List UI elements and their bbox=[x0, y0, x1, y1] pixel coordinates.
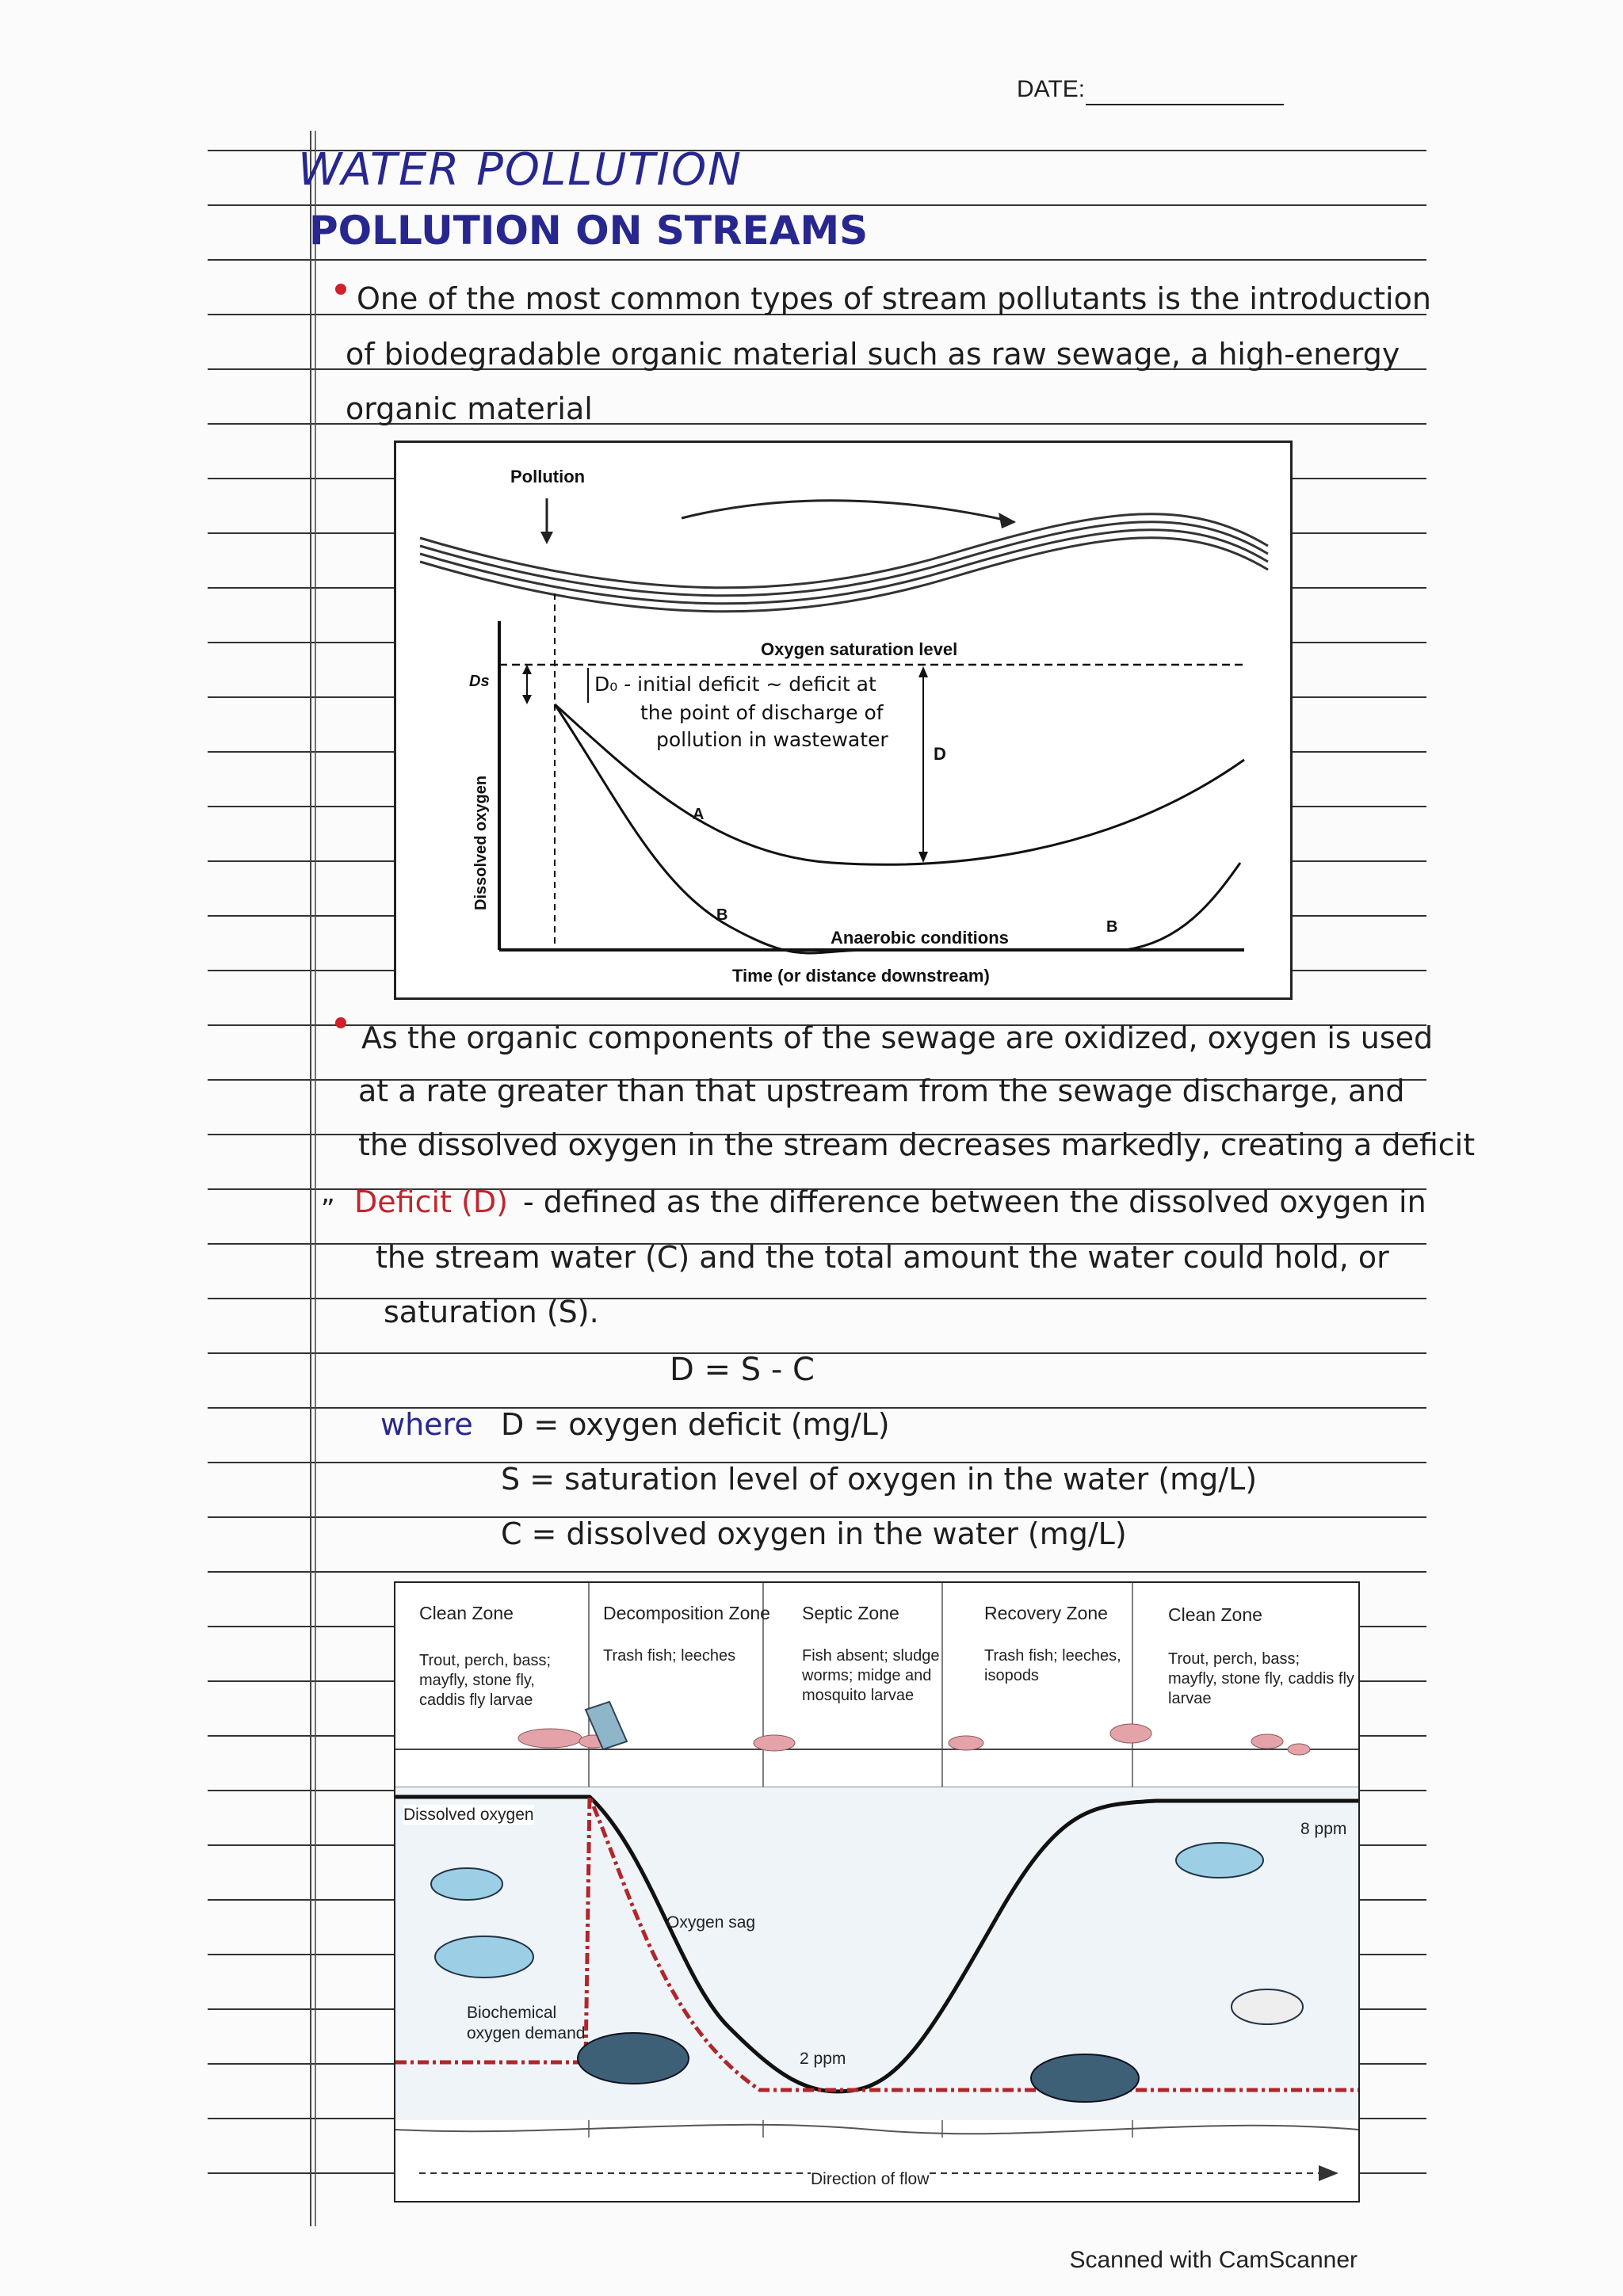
zone-2-desc-1: Trash fish; leeches bbox=[603, 1647, 736, 1665]
ds-label: Ds bbox=[469, 673, 490, 690]
curve-b-label-2: B bbox=[1106, 918, 1118, 936]
d0-note-line3: pollution in wastewater bbox=[656, 728, 888, 751]
date-line bbox=[1086, 104, 1284, 105]
where-item-c: C = dissolved oxygen in the water (mg/L) bbox=[501, 1516, 1127, 1551]
zone-1-desc-2: mayfly, stone fly, bbox=[419, 1672, 535, 1689]
zone-5-desc-3: larvae bbox=[1168, 1690, 1212, 1707]
flow-arrow bbox=[682, 501, 1014, 522]
page-title: WATER POLLUTION bbox=[298, 144, 743, 196]
para2-line1: As the organic components of the sewage are oxidized, oxygen is used bbox=[361, 1020, 1434, 1055]
date-label: DATE: bbox=[1017, 76, 1086, 102]
formula: D = S - C bbox=[670, 1352, 815, 1388]
zone-5-desc-2: mayfly, stone fly, caddis fly bbox=[1168, 1670, 1354, 1688]
double-tick-mark: „ bbox=[321, 1177, 335, 1209]
d-label: D bbox=[934, 744, 946, 764]
y-axis-label: Dissolved oxygen bbox=[472, 775, 490, 910]
x-axis-label: Time (or distance downstream) bbox=[732, 966, 990, 986]
where-label: where bbox=[380, 1407, 473, 1442]
bullet-dot bbox=[335, 284, 346, 295]
para2-line2: at a rate greater than that upstream from the sewage discharge, and bbox=[358, 1074, 1405, 1108]
pollution-label: Pollution bbox=[510, 467, 586, 486]
curve-b-recovery bbox=[1125, 863, 1240, 950]
saturation-label: Oxygen saturation level bbox=[761, 639, 958, 659]
scanner-watermark: Scanned with CamScanner bbox=[1069, 2247, 1358, 2273]
d0-note-line1: D₀ - initial deficit ~ deficit at bbox=[594, 673, 876, 696]
flow-label: Direction of flow bbox=[811, 2170, 930, 2188]
oxygen-sag-figure bbox=[394, 441, 1293, 1000]
d0-note-line2: the point of discharge of bbox=[640, 701, 884, 724]
section-heading: POLLUTION ON STREAMS bbox=[309, 208, 869, 254]
ppm-low-label: 2 ppm bbox=[800, 2050, 846, 2068]
bod-label-1: Biochemical bbox=[467, 2004, 557, 2022]
bullet-dot bbox=[335, 1017, 346, 1028]
zone-3-desc-3: mosquito larvae bbox=[802, 1687, 915, 1704]
zone-1-desc-3: caddis fly larvae bbox=[419, 1691, 533, 1709]
zone-2-name: Decomposition Zone bbox=[603, 1603, 770, 1623]
zone-3-desc-2: worms; midge and bbox=[802, 1667, 932, 1684]
zone-1-name: Clean Zone bbox=[419, 1603, 514, 1623]
curve-b-label-1: B bbox=[716, 906, 728, 924]
zone-5-desc-1: Trout, perch, bass; bbox=[1168, 1650, 1300, 1668]
deficit-term: Deficit (D) bbox=[354, 1184, 508, 1219]
where-item-s: S = saturation level of oxygen in the water (mg/L) bbox=[501, 1462, 1258, 1497]
zone-4-name: Recovery Zone bbox=[984, 1603, 1108, 1623]
dissolved-oxygen-label: Dissolved oxygen bbox=[403, 1806, 534, 1824]
zone-3-desc-1: Fish absent; sludge bbox=[802, 1647, 940, 1665]
para2-line3: the dissolved oxygen in the stream decreases markedly, creating a deficit bbox=[358, 1127, 1476, 1162]
bod-label-2: oxygen demand bbox=[467, 2024, 586, 2042]
para1-line2: of biodegradable organic material such as raw sewage, a high-energy bbox=[346, 337, 1400, 372]
zone-5-name: Clean Zone bbox=[1168, 1604, 1262, 1625]
zone-4-desc-1: Trash fish; leeches, bbox=[984, 1647, 1121, 1665]
zone-1-desc-1: Trout, perch, bass; bbox=[419, 1652, 551, 1669]
deficit-line3: saturation (S). bbox=[384, 1295, 599, 1329]
deficit-line1: - defined as the difference between the dissolved oxygen in bbox=[523, 1184, 1426, 1219]
where-item-d: D = oxygen deficit (mg/L) bbox=[501, 1407, 890, 1442]
para1-line3: organic material bbox=[346, 391, 593, 426]
para1-line1: One of the most common types of stream pollutants is the introduction bbox=[357, 281, 1431, 316]
anaerobic-label: Anaerobic conditions bbox=[831, 928, 1009, 948]
zone-4-desc-2: isopods bbox=[984, 1667, 1039, 1684]
ppm-high-label: 8 ppm bbox=[1300, 1820, 1347, 1838]
zone-3-name: Septic Zone bbox=[802, 1603, 899, 1623]
oxygen-sag-label: Oxygen sag bbox=[666, 1913, 756, 1932]
stream-zones-figure bbox=[394, 1581, 1360, 2203]
deficit-line2: the stream water (C) and the total amount the water could hold, or bbox=[376, 1240, 1389, 1275]
curve-a-label: A bbox=[693, 806, 705, 823]
